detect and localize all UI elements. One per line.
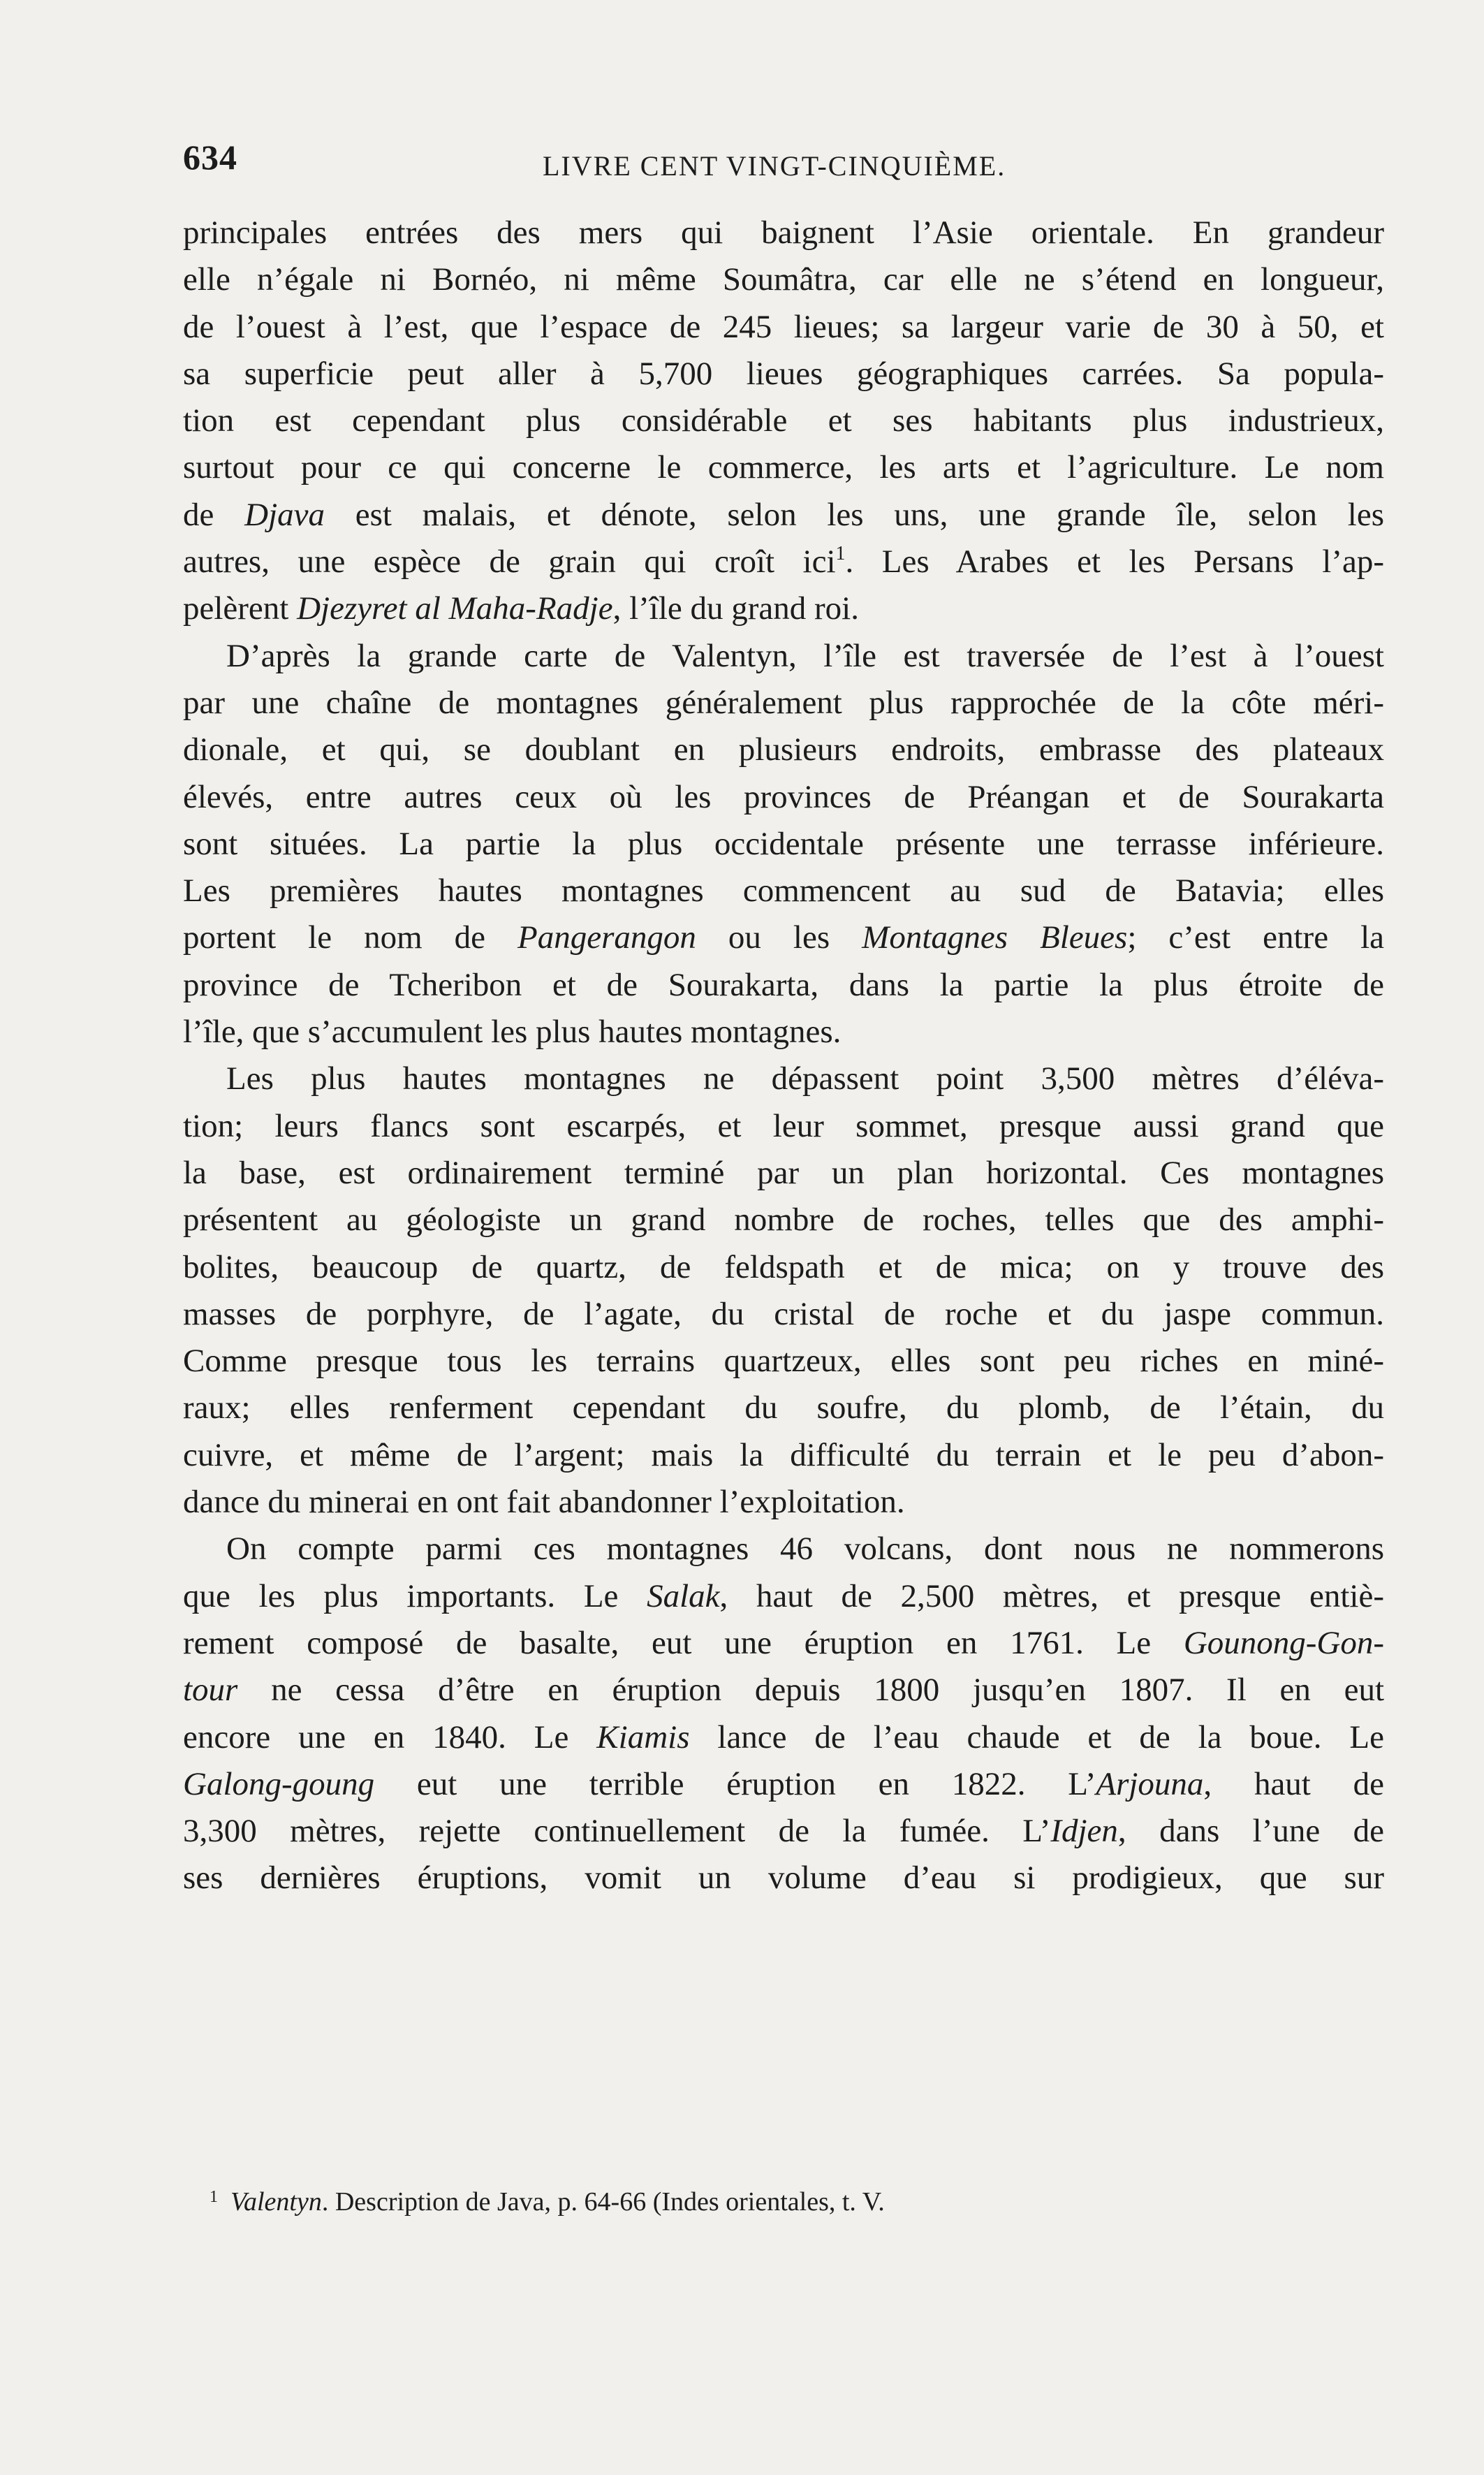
text-line: l’île, que s’accumulent les plus hautes montagnes. — [183, 1014, 842, 1051]
text-line: cuivre, et même de l’argent; mais la difficulté du terrain et le peu d’abon- — [183, 1436, 1384, 1473]
text-line: surtout pour ce qui concerne le commerce, les arts et l’agriculture. Le nom — [183, 449, 1384, 486]
footnote-mark: 1 — [210, 2188, 218, 2206]
text-line: Les premières hautes montagnes commencent au sud de Batavia; elles — [183, 873, 1384, 910]
text-line: de Djava est malais, et dénote, selon les uns, une grande île, selon les — [183, 496, 1384, 533]
text-line: Galong-goung eut une terrible éruption en 1822. L’Arjouna, haut de — [183, 1765, 1384, 1802]
text-line: encore une en 1840. Le Kiamis lance de l’eau chaude et de la boue. Le — [183, 1718, 1384, 1755]
text-line: On compte parmi ces montagnes 46 volcans, dont nous ne nommerons — [226, 1531, 1384, 1568]
text-line: elle n’égale ni Bornéo, ni même Soumâtra, car elle ne s’étend en longueur, — [183, 261, 1384, 298]
text-line: province de Tcheribon et de Sourakarta, dans la partie la plus étroite de — [183, 966, 1384, 1003]
text-line: tion; leurs flancs sont escarpés, et leur sommet, presque aussi grand que — [183, 1107, 1384, 1144]
text-line: Comme presque tous les terrains quartzeux, elles sont peu riches en miné- — [183, 1343, 1384, 1380]
text-line: bolites, beaucoup de quartz, de feldspath et de mica; on y trouve des — [183, 1248, 1384, 1285]
text-line: sa superficie peut aller à 5,700 lieues géographiques carrées. Sa popula- — [183, 355, 1384, 392]
text-line: ses dernières éruptions, vomit un volume d’eau si prodigieux, que sur — [183, 1860, 1384, 1897]
body-text — [183, 210, 1384, 1902]
paragraph — [183, 1526, 1384, 1901]
paragraph — [183, 633, 1384, 1056]
text-line: de l’ouest à l’est, que l’espace de 245 lieues; sa largeur varie de 30 à 50, et — [183, 308, 1384, 345]
text-line: masses de porphyre, de l’agate, du cristal de roche et du jaspe commun. — [183, 1295, 1384, 1332]
paragraph — [183, 1056, 1384, 1526]
text-line: rement composé de basalte, eut une éruption en 1761. Le Gounong-Gon- — [183, 1624, 1384, 1661]
text-line: par une chaîne de montagnes généralement plus rapprochée de la côte méri- — [183, 684, 1384, 721]
text-line: que les plus importants. Le Salak, haut de 2,500 mètres, et presque entiè- — [183, 1577, 1384, 1614]
text-line: Les plus hautes montagnes ne dépassent point 3,500 mètres d’éléva- — [226, 1060, 1384, 1097]
text-line: raux; elles renferment cependant du soufre, du plomb, de l’étain, du — [183, 1389, 1384, 1426]
paragraph — [183, 210, 1384, 633]
text-line: 3,300 mètres, rejette continuellement de la fumée. L’Idjen, dans l’une de — [183, 1813, 1384, 1850]
text-line: présentent au géologiste un grand nombre de roches, telles que des amphi- — [183, 1202, 1384, 1239]
text-line: la base, est ordinairement terminé par un plan horizontal. Ces montagnes — [183, 1154, 1384, 1191]
footnote-text: Valentyn. Description de Java, p. 64-66 (Indes orientales, t. V. — [230, 2187, 885, 2217]
text-line: sont situées. La partie la plus occidentale présente une terrasse inférieure. — [183, 825, 1384, 862]
text-line: autres, une espèce de grain qui croît ici$^1$. Les Arabes et les Persans l’ap- — [183, 543, 1384, 581]
text-line: principales entrées des mers qui baignent l’Asie orientale. En grandeur — [183, 214, 1384, 251]
page-header — [183, 137, 1384, 186]
text-line: tion est cependant plus considérable et ses habitants plus industrieux, — [183, 402, 1384, 439]
text-line: D’après la grande carte de Valentyn, l’île est traversée de l’est à l’ouest — [226, 637, 1384, 674]
text-line: portent le nom de Pangerangon ou les Montagnes Bleues; c’est entre la — [183, 919, 1384, 956]
running-title: LIVRE CENT VINGT-CINQUIÈME. — [543, 150, 1006, 182]
text-line: pelèrent Djezyret al Maha-Radje, l’île du grand roi. — [183, 590, 859, 627]
text-line: élevés, entre autres ceux où les provinces de Préangan et de Sourakarta — [183, 778, 1384, 815]
footnote — [210, 2186, 1383, 2217]
text-line: tour ne cessa d’être en éruption depuis 1800 jusqu’en 1807. Il en eut — [183, 1672, 1384, 1709]
page-number: 634 — [183, 138, 237, 177]
text-line: dionale, et qui, se doublant en plusieurs endroits, embrasse des plateaux — [183, 731, 1384, 768]
text-line: dance du minerai en ont fait abandonner l’exploitation. — [183, 1484, 905, 1521]
